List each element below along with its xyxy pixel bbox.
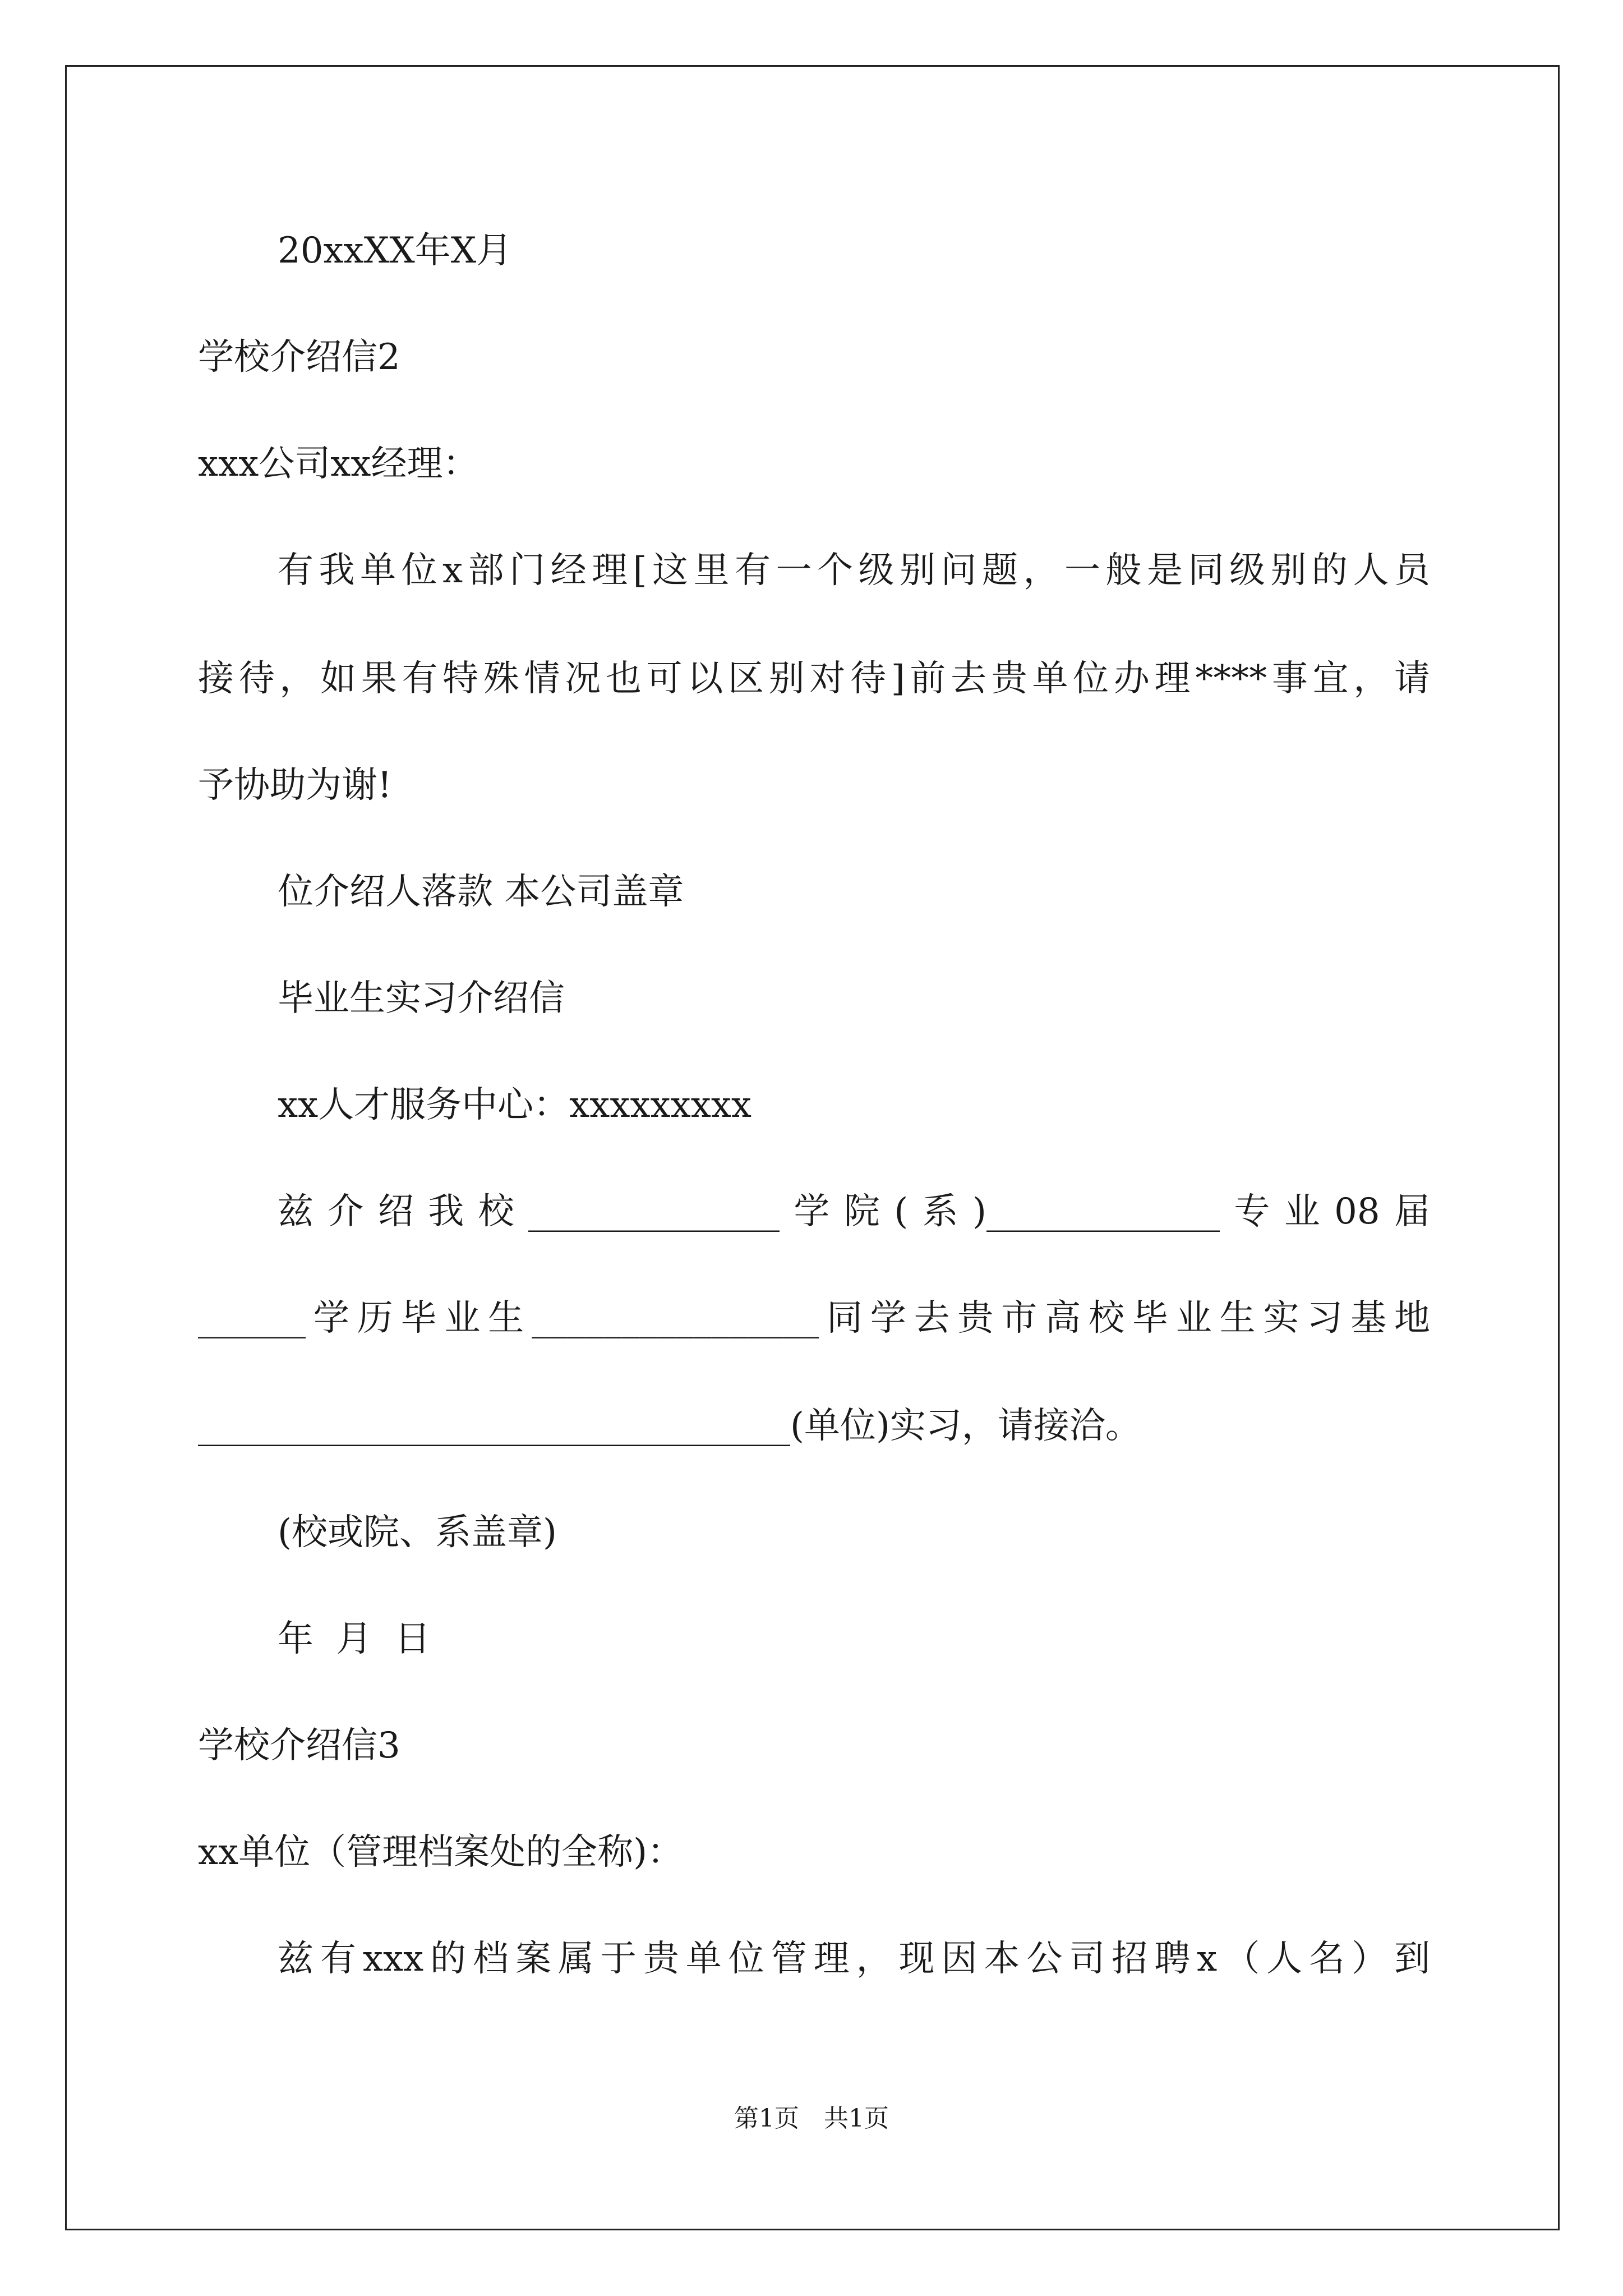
page-footer: 第1页 共1页 (734, 2104, 889, 2133)
stamp-note: (校或院、系盖章) (278, 1512, 557, 1553)
paragraph-line: _________________________________(单位)实习，请接洽。 (198, 1405, 1141, 1447)
section-heading: 学校介绍信3 (198, 1725, 400, 1766)
letter-title: 毕业生实习介绍信 (278, 978, 565, 1019)
paragraph-line: 接待，如果有特殊情况也可以区别对待]前去贵单位办理****事宜，请 (198, 658, 1430, 700)
date-placeholder: 年 月 日 (278, 1618, 431, 1660)
salutation: xx单位（管理档案处的全称)： (198, 1832, 684, 1873)
paragraph-line: 兹介绍我校______________学院(系)_____________专业08届 (278, 1191, 1430, 1232)
signature-line: 位介绍人落款 本公司盖章 (278, 871, 684, 913)
paragraph-line: 有我单位x部门经理[这里有一个级别问题，一般是同级别的人员 (278, 550, 1430, 591)
recipient-line: xx人才服务中心：xxxxxxxxx (278, 1084, 752, 1126)
paragraph-line: ______学历毕业生________________同学去贵市高校毕业生实习基地 (198, 1297, 1430, 1339)
date-line: 20xxXX年X月 (278, 230, 513, 272)
section-heading: 学校介绍信2 (198, 337, 400, 378)
paragraph-line: 予协助为谢! (198, 765, 392, 806)
page-border (65, 65, 1560, 2230)
paragraph-line: 兹有xxx的档案属于贵单位管理，现因本公司招聘x（人名）到 (278, 1938, 1430, 1980)
salutation: xxx公司xx经理： (198, 443, 479, 485)
